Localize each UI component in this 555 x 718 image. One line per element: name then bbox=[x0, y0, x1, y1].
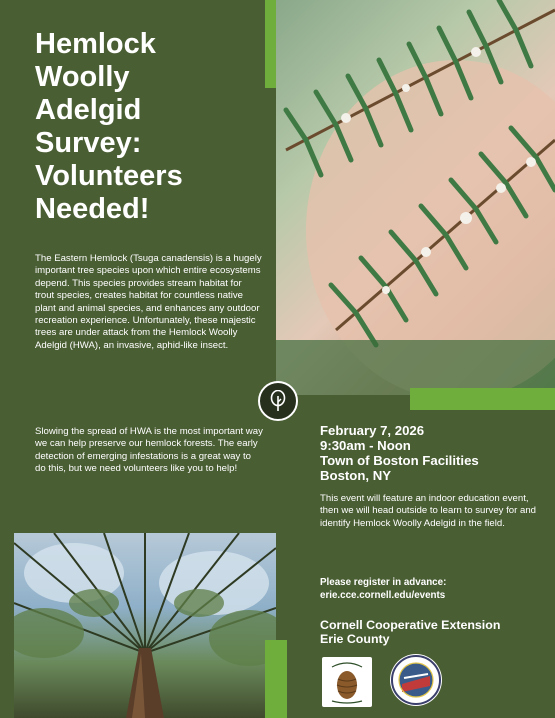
title-line: Survey: bbox=[35, 127, 142, 159]
org-line-1: Cornell Cooperative Extension bbox=[320, 618, 501, 632]
tree-glyph bbox=[268, 390, 288, 412]
county-seal-logo bbox=[390, 654, 442, 706]
organization-name bbox=[320, 618, 545, 646]
event-venue: Town of Boston Facilities bbox=[320, 453, 479, 468]
pinecone-icon bbox=[322, 657, 372, 707]
title-line: Needed! bbox=[35, 193, 150, 225]
hemlock-branch-image bbox=[276, 0, 555, 395]
accent-bar-middle bbox=[410, 388, 555, 410]
hemlock-trunk-image bbox=[14, 533, 276, 718]
call-to-action-paragraph: Slowing the spread of HWA is the most important way we can help preserve our hemlock forests. The early detection of emerging infestations is a great way to do this, but we need volunteers like you to help! bbox=[35, 426, 263, 475]
tree-icon bbox=[258, 381, 298, 421]
register-link[interactable]: erie.cce.cornell.edu/events bbox=[320, 590, 446, 601]
event-time: 9:30am - Noon bbox=[320, 438, 411, 453]
seal-icon bbox=[390, 654, 442, 706]
title-line: Adelgid bbox=[35, 94, 142, 126]
accent-bar-bottom bbox=[265, 640, 287, 718]
event-description: This event will feature an indoor education event, then we will head outside to learn to survey for and identify Hemlock Woolly Adelgid in the field. bbox=[320, 493, 536, 529]
title-line: Hemlock bbox=[35, 28, 156, 60]
event-details bbox=[320, 423, 545, 483]
poster-title bbox=[35, 28, 265, 226]
title-line: Woolly bbox=[35, 61, 130, 93]
event-date: February 7, 2026 bbox=[320, 423, 425, 438]
org-line-2: Erie County bbox=[320, 632, 390, 646]
event-location: Boston, NY bbox=[320, 468, 392, 483]
intro-paragraph: The Eastern Hemlock (Tsuga canadensis) is a hugely important tree species upon which entire ecosystems depend. This species provides stream habitat for trout species, creates habitat for countless native plant and animal species, and enhances any outdoor recreation experience. Unfortunately, these majestic trees are under attack from the Hemlock Woolly Adelgid (HWA), an invasive, aphid-like insect. bbox=[35, 253, 262, 351]
registration-info bbox=[320, 576, 545, 602]
register-prompt: Please register in advance: bbox=[320, 577, 447, 588]
hemlock-branch-photo bbox=[276, 0, 555, 395]
hemlock-initiative-logo bbox=[322, 657, 372, 707]
hemlock-trunk-photo bbox=[14, 533, 276, 718]
title-line: Volunteers bbox=[35, 160, 183, 192]
